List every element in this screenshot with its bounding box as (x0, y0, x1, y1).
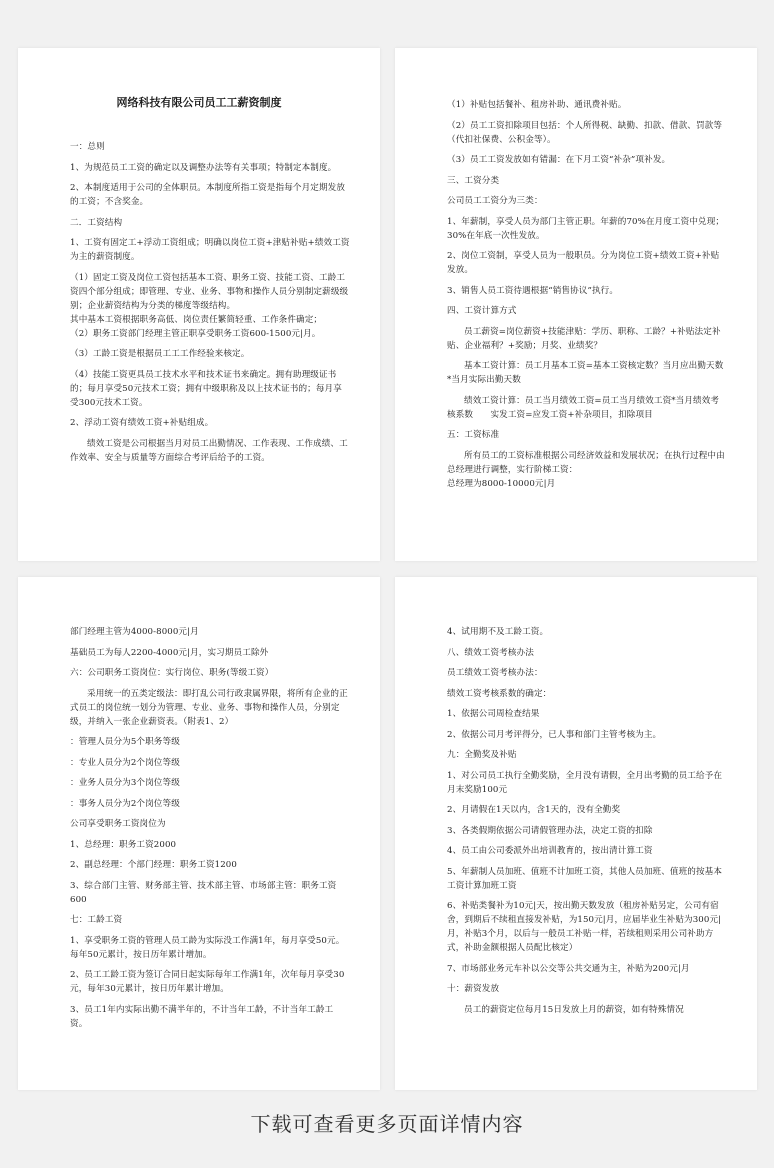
text-paragraph: 其中基本工资根据职务高低、岗位责任繁简轻重、工作条件确定； (70, 314, 323, 325)
text-paragraph: 所有员工的工资标准根据公司经济效益和发展状况；在执行过程中由总经理进行调整，实行阶梯工资： (447, 450, 725, 475)
text-paragraph: 四、工资计算方式 (447, 306, 517, 316)
text-paragraph: 3、各类假期依据公司请假管理办法，决定工资的扣除 (447, 825, 653, 836)
text-paragraph: 1、年薪制，享受人员为部门主管正职。年薪的70%在月度工资中兑现；30%在年底一次性发放。 (447, 216, 725, 241)
text-paragraph: （1）补贴包括餐补、租房补助、通讯费补贴。 (447, 100, 627, 110)
text-paragraph: 2、依据公司月考评得分，已人事和部门主管考核为主。 (447, 729, 662, 740)
text-paragraph: 员工绩效工资考核办法： (447, 668, 543, 678)
text-paragraph: （3）工龄工资是根据员工工工作经验来核定。 (70, 349, 250, 359)
text-paragraph: 五：工资标准 (447, 430, 500, 440)
text-paragraph: 十：薪资发放 (447, 984, 500, 994)
text-paragraph: 6、补贴类餐补为10元|天，按出勤天数发放（租房补贴另定，公司有宿舍，到期后不续租直接发补贴，为150元|月，应届毕业生补贴为300元|月，补贴3个月，以后与一般员工补贴一样，若续租则采用公司补助方式，补助金额根据人员配比核定） (447, 901, 722, 953)
text-paragraph: ：专业人员分为2个岗位等级 (70, 757, 180, 768)
text-paragraph: 总经理为8000-10000元|月 (447, 478, 556, 489)
text-paragraph: 二．工资结构 (70, 217, 123, 228)
text-paragraph: （4）技能工资更具员工技术水平和技术证书来确定。拥有助理级证书的；每月享受50元技术工资；拥有中级职称及以上技术证书的；每月享受300元技术工资。 (70, 369, 342, 408)
document-page-4 (395, 577, 757, 1090)
text-paragraph: 基础员工为每人2200-4000元|月，实习期员工除外 (70, 647, 269, 658)
text-paragraph: 3、员工1年内实际出勤不满半年的，不计当年工龄，不计当年工龄工资。 (70, 1004, 334, 1029)
document-page-3 (18, 577, 380, 1090)
document-page-1 (18, 48, 380, 561)
text-paragraph: 绩效工资计算：员工当月绩效工资=员工当月绩效工资*当月绩效考核系数 实发工资=应发工资+补杂项目，扣除项目 (447, 395, 720, 420)
text-paragraph: 4、试用期不及工龄工资。 (447, 627, 549, 637)
text-paragraph: 1、依据公司周检查结果 (447, 709, 540, 719)
page-4-text (447, 625, 727, 1017)
text-paragraph: 员工的薪资定位每月15日发放上月的薪资，如有特殊情况 (464, 1004, 684, 1015)
text-paragraph: 三、工资分类 (447, 175, 500, 186)
page-1-text (70, 140, 350, 465)
text-paragraph: 1、工资有固定工+浮动工资组成；明确以岗位工资+津贴补贴+绩效工资为主的薪资制度。 (70, 238, 350, 262)
text-paragraph: （3）员工工资发放如有错漏：在下月工资“补杂”项补发。 (447, 155, 671, 165)
text-paragraph: 7、市场部业务元车补以公交等公共交通为主，补贴为200元|月 (447, 963, 690, 974)
text-paragraph: 2、本制度适用于公司的全体职员。本制度所指工资是指每个月定期发放的工资；不含奖金。 (70, 183, 346, 207)
text-paragraph: 2、员工工龄工资为签订合同日起实际每年工作满1年，次年每月享受30元，每年30元累计，按日历年累计增加。 (70, 970, 345, 994)
text-paragraph: 采用统一的五类定级法：即打乱公司行政隶属界限，将所有企业的正式员工的岗位统一划分为管理、专业、业务、事物和操作人员，分别定级，并纳入一张企业薪资表。（附表1、2） (70, 688, 348, 727)
text-paragraph: （1）固定工资及岗位工资包括基本工资、职务工资、技能工资、工龄工资四个部分组成；即管理、专业、业务、事物和操作人员分别制定薪级级别；企业薪资结构为分类的梯度等级结构。 (70, 272, 349, 311)
text-paragraph: （2）职务工资部门经理主管正职享受职务工资600-1500元|月。 (70, 328, 321, 339)
text-paragraph: （2）员工工资扣除项目包括：个人所得税、缺勤、扣款、借款、罚款等（代扣社保费、公积金等）。 (447, 120, 723, 145)
text-paragraph: 公司享受职务工资岗位为 (70, 819, 166, 829)
more-pages-footer[interactable]: 下载可查看更多页面详情内容 (250, 1112, 524, 1136)
text-paragraph: 1、对公司员工执行全勤奖励，全月没有请假，全月出考勤的员工给予在月末奖励100元 (447, 770, 723, 795)
text-paragraph: 绩效工资考核系数的确定： (447, 688, 552, 699)
text-paragraph: ：业务人员分为3个岗位等级 (70, 778, 180, 788)
text-paragraph: 一：总则 (70, 142, 105, 152)
text-paragraph: 员工薪资=岗位薪资+技能津贴：学历、职称、工龄？+补贴法定补贴、企业福利？+奖励；月奖、业绩奖？ (447, 326, 721, 351)
text-paragraph: 4、员工由公司委派外出培训教育的，按出清计算工资 (447, 846, 653, 856)
text-paragraph: 部门经理主管为4000-8000元|月 (70, 627, 199, 637)
text-paragraph: 3、综合部门主管、财务部主管、技术部主管、市场部主管：职务工资600 (70, 880, 337, 905)
text-paragraph: 绩效工资是公司根据当月对员工出勤情况、工作表现、工作成绩、工作效率、安全与质量等方面综合考评后给予的工资。 (70, 438, 348, 463)
text-paragraph: 基本工资计算：员工月基本工资=基本工资核定数？当月应出勤天数*当月实际出勤天数 (447, 361, 724, 385)
text-paragraph: 八、绩效工资考核办法 (447, 647, 534, 658)
text-paragraph: 七：工龄工资 (70, 915, 123, 925)
page-3-text (70, 625, 350, 1031)
text-paragraph: 公司员工工资分为三类： (447, 196, 543, 206)
document-title: 网络科技有限公司员工工薪资制度 (116, 96, 282, 109)
text-paragraph: ：管理人员分为5个职务等级 (70, 737, 180, 747)
text-paragraph: 5、年薪制人员加班、值班不计加班工资，其他人员加班、值班的按基本工资计算加班工资 (447, 866, 723, 891)
text-paragraph: 2、浮动工资有绩效工资+补贴组成。 (70, 418, 214, 428)
text-paragraph: 2、副总经理：个部门经理：职务工资1200 (70, 860, 237, 870)
text-paragraph: 1、享受职务工资的管理人员工龄为实际没工作满1年，每月享受50元。每年50元累计，按日历年累计增加。 (70, 935, 345, 960)
text-paragraph: 2、岗位工资制，享受人员为一般职员。分为岗位工资+绩效工资+补贴发放。 (447, 251, 720, 275)
page-2-text (447, 98, 727, 491)
text-paragraph: 1、总经理：职务工资2000 (70, 839, 177, 850)
text-paragraph: 九：全勤奖及补贴 (447, 750, 517, 760)
document-page-2 (395, 48, 757, 561)
text-paragraph: 3、销售人员工资待遇根据“销售协议”执行。 (447, 285, 619, 296)
text-paragraph: 1、为规范员工工资的确定以及调整办法等有关事项；特制定本制度。 (70, 162, 337, 173)
text-paragraph: 六：公司职务工资岗位：实行岗位、职务(等级工资） (70, 668, 274, 678)
text-paragraph: 2、月请假在1天以内，含1天的，没有全勤奖 (447, 805, 621, 815)
text-paragraph: ：事务人员分为2个岗位等级 (70, 798, 180, 809)
